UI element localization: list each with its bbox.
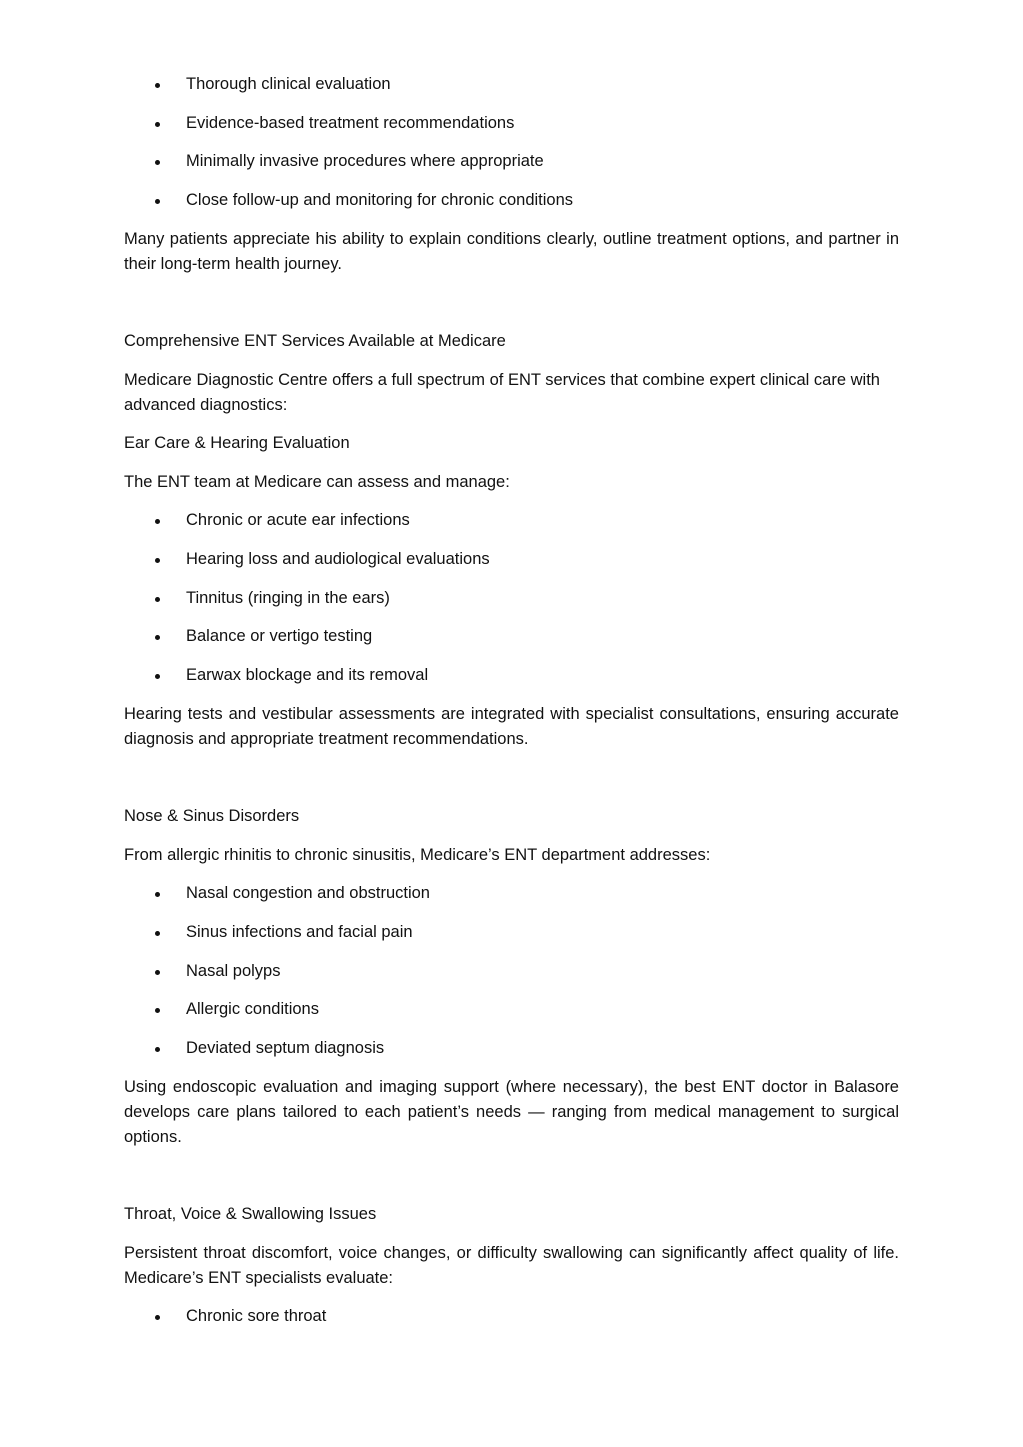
heading-services: Comprehensive ENT Services Available at Medicare [124,332,506,350]
bullet-icon [155,160,160,165]
bullet-icon [155,1047,160,1052]
heading-nose: Nose & Sinus Disorders [124,807,300,825]
bullet-icon [155,1008,160,1013]
paragraph-patients: Many patients appreciate his ability to explain conditions clearly, outline treatment options, and partner in their long-term health journey. [124,230,899,273]
bullet-icon [155,635,160,640]
paragraph-nose-outro: Using endoscopic evaluation and imaging support (where necessary), the best ENT doctor in Balasore develops care plans tailored to each patient’s needs — ranging from medical management to surgical options. [124,1078,899,1146]
paragraph-nose-intro: From allergic rhinitis to chronic sinusitis, Medicare’s ENT department addresses: [124,846,711,864]
bullet-icon [155,1315,160,1320]
bullet-icon [155,519,160,524]
bullet-icon [155,83,160,88]
heading-ear: Ear Care & Hearing Evaluation [124,434,350,452]
bullet-icon [155,122,160,127]
bullet-icon [155,558,160,563]
bullet-icon [155,597,160,602]
paragraph-ear-intro: The ENT team at Medicare can assess and manage: [124,473,510,491]
bullet-icon [155,931,160,936]
bullet-icon [155,199,160,204]
bullet-icon [155,674,160,679]
paragraph-throat-intro: Persistent throat discomfort, voice changes, or difficulty swallowing can significantly affect quality of life. Medicare’s ENT specialists evaluate: [124,1244,899,1287]
paragraph-ear-outro: Hearing tests and vestibular assessments are integrated with specialist consultations, ensuring accurate diagnosis and appropriate treatment recommendations. [124,705,899,748]
paragraph-services: Medicare Diagnostic Centre offers a full spectrum of ENT services that combine expert clinical care with advanced diagnostics: [124,371,880,414]
bullet-icon [155,892,160,897]
heading-throat: Throat, Voice & Swallowing Issues [124,1205,377,1223]
bullet-icon [155,970,160,975]
